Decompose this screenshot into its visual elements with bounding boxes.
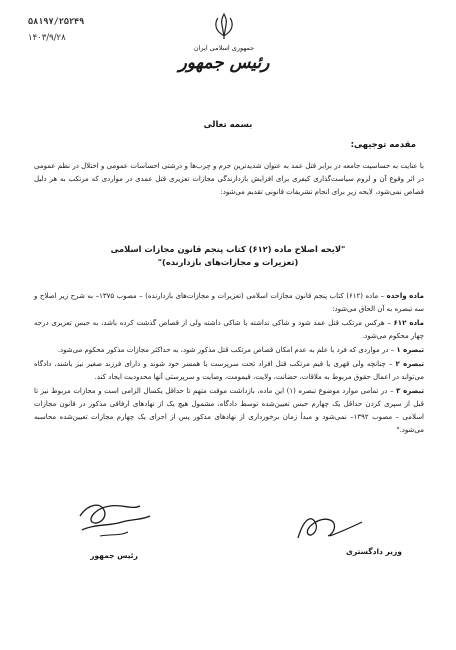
note-label: تبصره ۳: [396, 387, 424, 395]
article-612: [34, 317, 424, 343]
note-2: [34, 358, 424, 384]
iran-emblem-icon: [212, 12, 236, 40]
justice-minister-signature: [290, 508, 370, 548]
reference-block: [28, 16, 84, 44]
note-label: تبصره ۲: [395, 360, 424, 368]
bill-body: [34, 290, 424, 438]
article-text: – ماده (۶۱۲) کتاب پنجم قانون مجازات اسلامی (تعزیرات و مجازات‌های بازدارنده) – مصوب ۱۳۷۵– به شرح زیر اصلاح و سه تبصره به آن الحاق می‌شود:: [34, 292, 424, 313]
note-1: [34, 344, 424, 357]
note-text: – چنانچه ولی قهری یا قیم مرتکب قتل افراد تحت سرپرست یا همسر خود شوند و دارای فرزند صغیر نیز باشند، دادگاه می‌تواند در اعمال حقوق مربوط به ملاقات، حضانت، ولایت، قیمومت، وصایت و سرپرستی آنها محدودیت ایجاد کند.: [34, 360, 424, 381]
basmala: بسمه تعالی: [203, 120, 253, 130]
republic-subtitle: جمهوری اسلامی ایران: [193, 44, 255, 52]
note-text: – در تمامی موارد موضوع تبصره (۱) این ماده، بازداشت موقت متهم تا حداقل یکسال الزامی است و مجازات مربوط نیز تا قبل از سپری کردن حداقل یک چهارم حبس تعیین‌شده توسط دادگاه، مشمول هیچ یک از نهادهای ارفاقی مذکور در قانون مجازات اسلامی – مصوب ۱۳۹۲– نمی‌شود و مبدأ زمان برخورداری از نهادهای مذکور پس از اجرای یک چهارم مجازات تعیین‌شده محاسبه می‌شود.": [34, 387, 424, 434]
justice-minister-label: وزیر دادگستری: [346, 547, 402, 556]
article-text: – هرکس مرتکب قتل عمد شود و شاکی نداشته یا شاکی داشته ولی از قصاص گذشت کرده باشد، به حبس تعزیری درجه چهار محکوم می‌شود.: [34, 319, 424, 340]
article-label: ماده ۶۱۲: [393, 319, 425, 327]
president-signature: [70, 496, 160, 550]
bill-title-line-2: (تعزیرات و مجازات‌های بازدارنده)": [157, 257, 299, 267]
note-text: – در مواردی که فرد با علم به عدم امکان قصاص مرتکب قتل مذکور شود، به حداکثر مجازات مذکور محکوم می‌شود.: [57, 346, 395, 354]
note-3: [34, 385, 424, 437]
note-label: تبصره ۱: [396, 346, 424, 354]
president-signature-label: رئیس جمهور: [90, 551, 138, 560]
article-label: ماده واحده: [386, 292, 424, 300]
reference-number: ۵۸۱۹۷/۲۵۲۴۹: [28, 17, 85, 27]
reference-date: ۱۴۰۳/۹/۲۸: [28, 33, 66, 43]
bill-title: [60, 243, 396, 269]
bill-title-line-1: "لایحه اصلاح ماده (۶۱۲) کتاب پنجم قانون مجازات اسلامی: [110, 244, 346, 254]
intro-paragraph: با عنایت به حساسیت جامعه در برابر قتل عمد به عنوان شدیدترین جرم و چرب‌ها و درشتی احساسات عمومی و اختلال در نظم عمومی در اثر وقوع آن و لزوم سیاست‌گذاری کیفری برای افزایش بازدارندگی مجازات تعزیری قتل عمدی در مواردی که مرتکب به هر دلیل قصاص نمی‌شود، لایحه زیر برای انجام تشریفات قانونی تقدیم می‌شود:: [34, 162, 424, 196]
article-single: [34, 290, 424, 316]
intro-title: مقدمه توجیهی:: [350, 140, 416, 150]
president-header: رئیس جمهور: [178, 53, 270, 73]
